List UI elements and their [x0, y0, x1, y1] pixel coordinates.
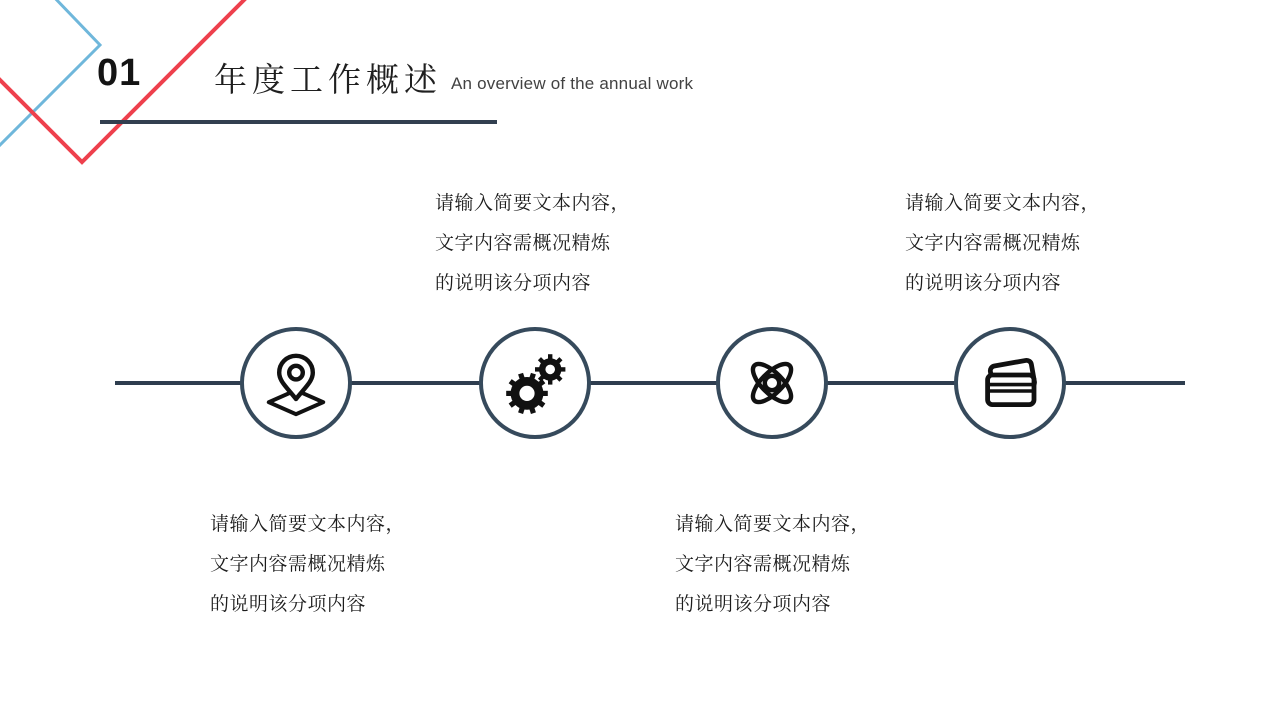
desc-block-above-node-2: [435, 184, 630, 304]
title-underline: [100, 120, 497, 124]
desc-block-below-node-3: [675, 505, 870, 625]
timeline-node-4: [954, 327, 1066, 439]
desc-line: 请输入简要文本内容，: [210, 514, 406, 535]
desc-line: 请输入简要文本内容，: [905, 193, 1101, 214]
section-number: 01: [97, 52, 142, 94]
location-pin-icon: [256, 343, 336, 423]
atom-icon: [732, 343, 812, 423]
desc-line: 文字内容需概况精炼: [905, 233, 1081, 254]
desc-block-above-node-4: [905, 184, 1100, 304]
desc-line: 文字内容需概况精炼: [210, 554, 386, 575]
desc-line: 请输入简要文本内容，: [675, 514, 871, 535]
page-subtitle: An overview of the annual work: [451, 74, 694, 93]
desc-line: 文字内容需概况精炼: [435, 233, 611, 254]
page-title: 年度工作概述: [214, 61, 442, 98]
desc-line: 请输入简要文本内容，: [435, 193, 631, 214]
gears-icon: [495, 343, 575, 423]
desc-line: 文字内容需概况精炼: [675, 554, 851, 575]
timeline-node-3: [716, 327, 828, 439]
desc-line: 的说明该分项内容: [435, 273, 592, 294]
timeline-node-1: [240, 327, 352, 439]
desc-line: 的说明该分项内容: [905, 273, 1062, 294]
timeline-node-2: [479, 327, 591, 439]
credit-cards-icon: [970, 343, 1050, 423]
desc-line: 的说明该分项内容: [210, 594, 367, 615]
desc-block-below-node-1: [210, 505, 405, 625]
desc-line: 的说明该分项内容: [675, 594, 832, 615]
